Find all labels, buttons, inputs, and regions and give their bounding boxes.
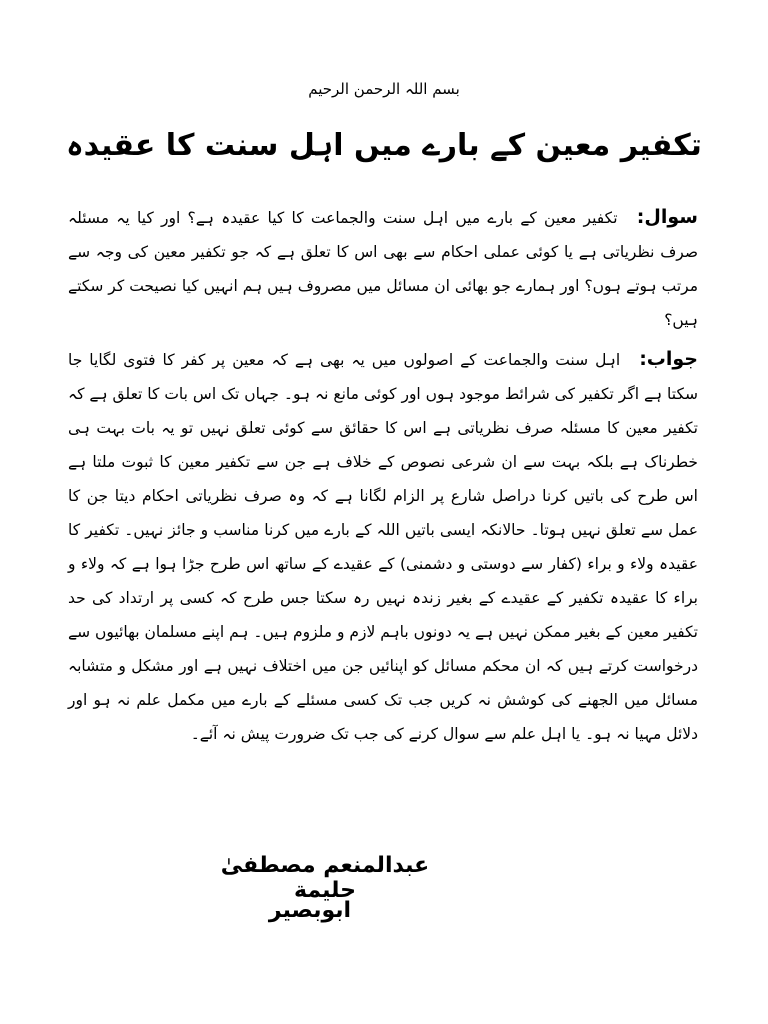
answer-section [68, 342, 698, 751]
answer-text: اہل سنت والجماعت کے اصولوں میں یہ بھی ہے کہ معین پر کفر کا فتوی لگایا جا سکتا ہے اگر تکفیر کی شرائط موجود ہوں اور کوئی مانع نہ ہو۔ جہاں تک اس بات کا تعلق ہے کہ تکفیر معین کا مسئلہ صرف نظریاتی ہے اس کا حقائق سے کوئی تعلق نہیں تو یہ بات بہت ہی خطرناک ہے بلکہ بہت سے ان شرعی نصوص کے خلاف ہے جن سے تکفیر معین کا ثبوت ملتا ہے اس طرح کی باتیں کرنا دراصل شارع پر الزام لگانا ہے کہ وہ صرف نظریاتی احکام دیتا جن کا عمل سے تعلق نہیں ہوتا۔ حالانکہ ایسی باتیں اللہ کے بارے میں کرنا مناسب و جائز نہیں۔ تکفیر کا عقیدہ ولاء و براء (کفار سے دوستی و دشمنی) کے عقیدے کے ساتھ اس طرح جڑا ہوا ہے کہ ولاء و براء کا عقیدہ تکفیر کے عقیدے کے بغیر زندہ نہیں رہ سکتا جس طرح کہ کسی پر ارتداد کی حد تکفیر معین کے بغیر ممکن نہیں ہے یہ دونوں باہم لازم و ملزوم ہیں۔ ہم اپنے مسلمان بھائیوں سے درخواست کرتے ہیں کہ ان محکم مسائل کو اپنائیں جن میں اختلاف نہیں ہے اور مشکل و متشابہ مسائل میں الجھنے کی کوشش نہ کریں جب تک کسی مسئلے کے بارے میں مکمل علم نہ ہو اور دلائل مہیا نہ ہو۔ یا اہل علم سے سوال کرنے کی جب تک ضرورت پیش نہ آئے۔ [68, 351, 698, 743]
question-label: سوال: [636, 206, 698, 228]
bismillah-heading: بسم اللہ الرحمن الرحیم [308, 80, 460, 98]
page-title: تکفیر معین کے بارے میں اہل سنت کا عقیدہ [66, 128, 702, 163]
question-section [68, 200, 698, 337]
author-kunya: ابوبصیر [268, 898, 352, 923]
answer-label: جواب: [639, 348, 698, 370]
author-name: عبدالمنعم مصطفیٰ حلیمة [220, 853, 430, 903]
question-text: تکفیر معین کے بارے میں اہل سنت والجماعت کا کیا عقیدہ ہے؟ اور کیا یہ مسئلہ صرف نظریاتی ہے یا کوئی عملی احکام سے بھی اس کا تعلق ہے کہ جو تکفیر معین کی وجہ سے مرتب ہوتے ہوں؟ اور ہمارے جو بھائی ان مسائل میں مصروف ہیں ہم انہیں کیا نصیحت کر سکتے ہیں؟ [68, 209, 698, 329]
